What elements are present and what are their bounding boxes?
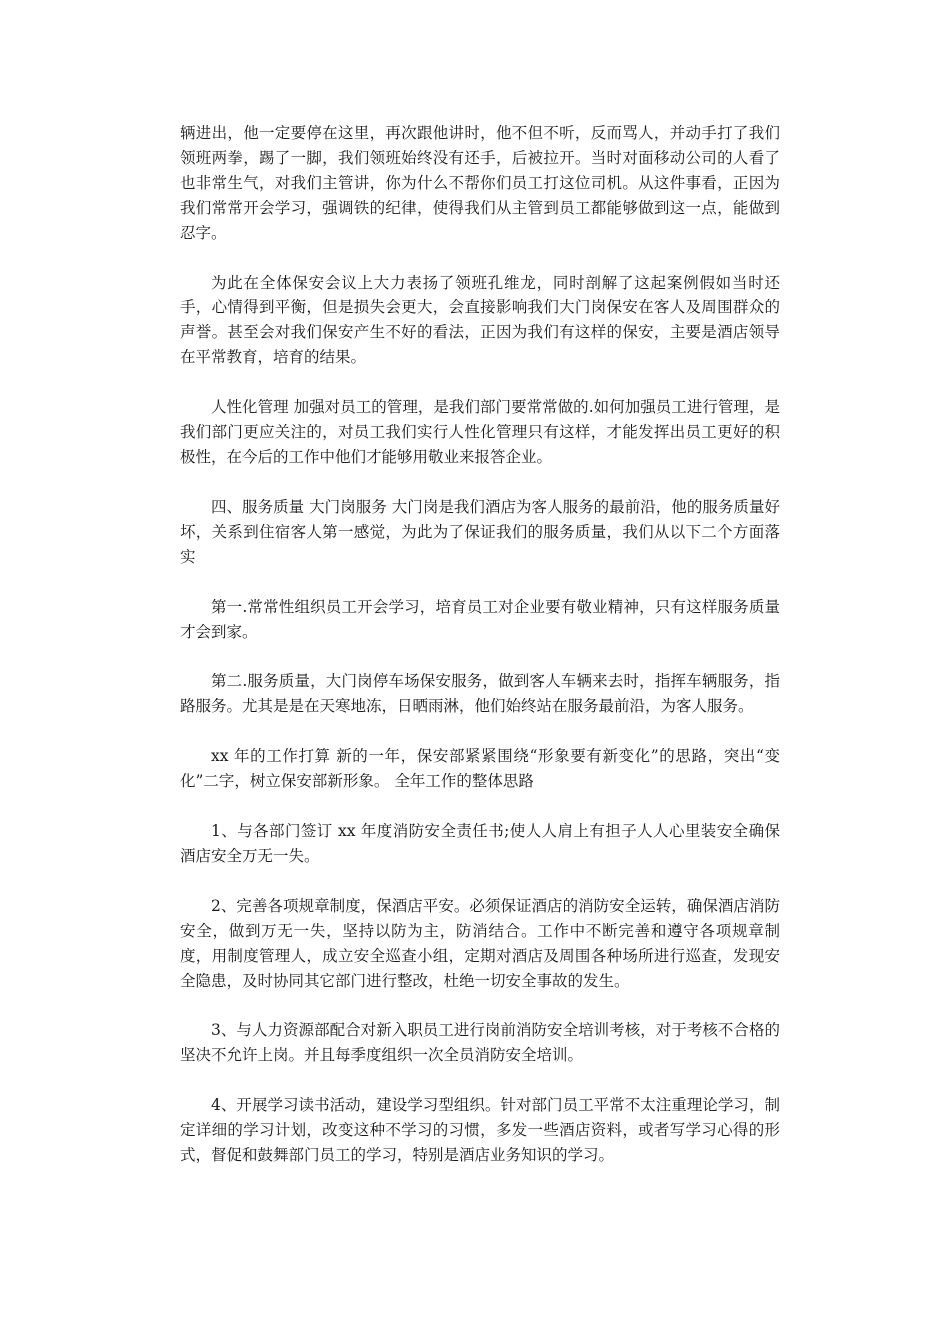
paragraph-2: 为此在全体保安会议上大力表扬了领班孔维龙，同时剖解了这起案例假如当时还手，心情得到平衡，但是损失会更大，会直接影响我们大门岗保安在客人及周围群众的声誉。甚至会对我们保安产生不好的看法，正因为我们有这样的保安，主要是酒店领导在平常教育，培育的结果。 — [180, 273, 780, 367]
paragraph-6: 第二.服务质量，大门岗停车场保安服务，做到客人车辆来去时，指挥车辆服务，指路服务。尤其是是在天寒地冻，日晒雨淋，他们始终站在服务最前沿，为客人服务。 — [180, 672, 780, 716]
paragraph-7: xx 年的工作打算 新的一年，保安部紧紧围绕“形象要有新变化”的思路，突出“变化”二字，树立保安部新形象。 全年工作的整体思路 — [180, 747, 780, 791]
paragraph-1: 辆进出，他一定要停在这里，再次跟他讲时，他不但不听，反而骂人，并动手打了我们领班两拳，踢了一脚，我们领班始终没有还手，后被拉开。当时对面移动公司的人看了也非常生气，对我们主管讲，你为什么不帮你们员工打这位司机。从这件事看，正因为我们常常开会学习，强调铁的纪律，使得我们从主管到员工都能够做到这一点，能做到忍字。 — [180, 124, 780, 242]
paragraph-8: 1、与各部门签订 xx 年度消防安全责任书;使人人肩上有担子人人心里装安全确保酒店安全万无一失。 — [180, 822, 780, 865]
paragraph-9: 2、完善各项规章制度，保酒店平安。必须保证酒店的消防安全运转，确保酒店消防安全，做到万无一失，坚持以防为主，防消结合。工作中不断完善和遵守各项规章制度，用制度管理人，成立安全巡查小组，定期对酒店及周围各种场所进行巡查，发现安全隐患，及时协同其它部门进行整改，杜绝一切安全事故的发生。 — [180, 896, 780, 990]
paragraph-11: 4、开展学习读书活动，建设学习型组织。针对部门员工平常不太注重理论学习，制定详细的学习计划，改变这种不学习的习惯，多发一些酒店资料，或者写学习心得的形式，督促和鼓舞部门员工的学习，特别是酒店业务知识的学习。 — [180, 1096, 780, 1165]
paragraph-3: 人性化管理 加强对员工的管理，是我们部门要常常做的.如何加强员工进行管理，是我们部门更应关注的，对员工我们实行人性化管理只有这样，才能发挥出员工更好的积极性，在今后的工作中他们才能够用敬业来报答企业。 — [180, 398, 780, 466]
paragraph-10: 3、与人力资源部配合对新入职员工进行岗前消防安全培训考核，对于考核不合格的坚决不允许上岗。并且每季度组织一次全员消防安全培训。 — [180, 1021, 780, 1065]
paragraph-5: 第一.常常性组织员工开会学习，培育员工对企业要有敬业精神，只有这样服务质量才会到家。 — [180, 597, 780, 641]
document-body — [180, 121, 780, 1193]
paragraph-4: 四、服务质量 大门岗服务 大门岗是我们酒店为客人服务的最前沿，他的服务质量好坏，关系到住宿客人第一感觉，为此为了保证我们的服务质量，我们从以下二个方面落实 — [180, 497, 780, 566]
